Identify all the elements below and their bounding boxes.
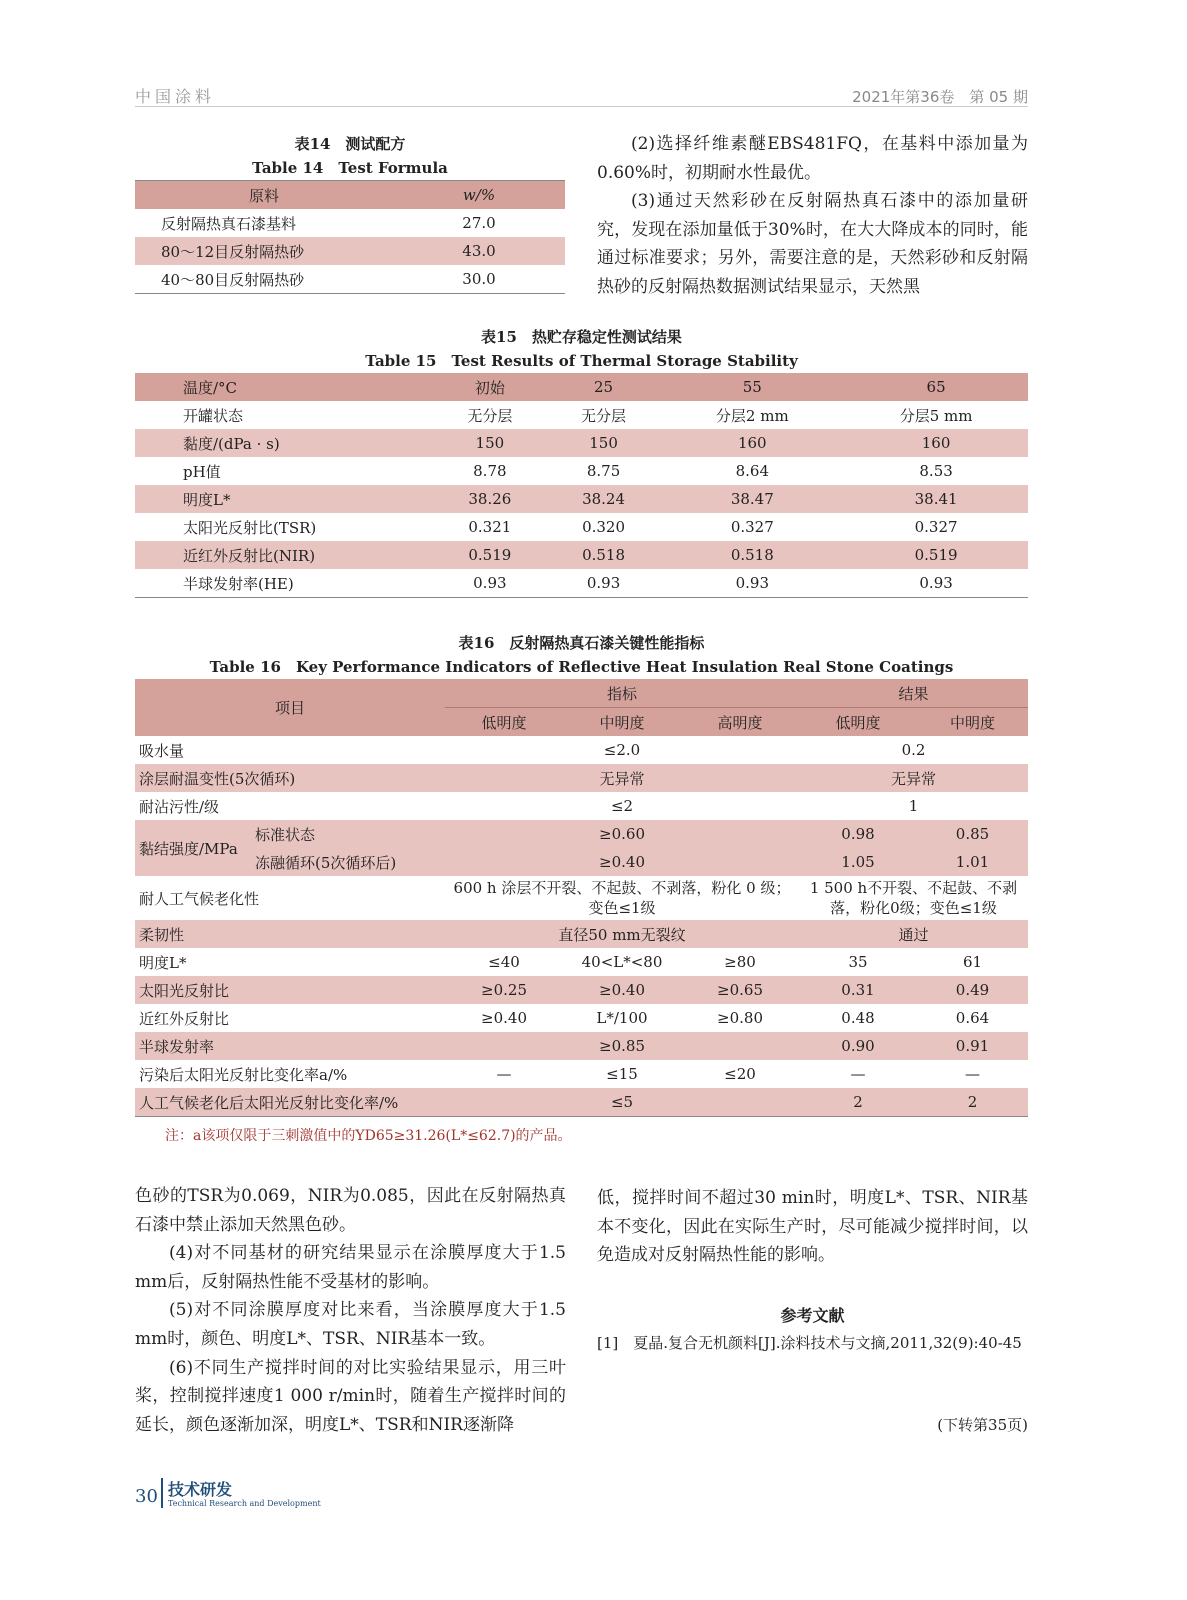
header-cell: 结果 [799, 679, 1028, 708]
table-cell: 8.64 [735, 462, 769, 480]
table14-title-cn: 表14 测试配方 [294, 135, 406, 153]
header-cell: 原料 [248, 186, 279, 205]
section-name-en: Technical Research and Development [168, 1499, 321, 1508]
table-cell: 30.0 [462, 270, 496, 288]
table-cell: 80～12目反射隔热砂 [161, 242, 305, 261]
header-cell: 55 [742, 378, 762, 396]
table-row [135, 1032, 1028, 1060]
table-cell: ≥0.40 [599, 981, 645, 999]
header-cell: 项目 [274, 699, 305, 717]
table-cell: 0.2 [901, 741, 926, 759]
table-cell: ≤2.0 [603, 741, 641, 759]
table-cell: 无异常 [890, 769, 936, 788]
table-cell: 40～80目反射隔热砂 [161, 270, 305, 289]
table-row [135, 569, 1028, 598]
table-row [135, 948, 1028, 976]
table-row [135, 541, 1028, 569]
table15-title-en: Table 15 Test Results of Thermal Storage Stability [365, 352, 798, 370]
table14 [135, 180, 565, 294]
table16 [135, 679, 1028, 1117]
table-cell: 38.24 [582, 490, 626, 508]
table-cell: 太阳光反射比(TSR) [183, 518, 317, 537]
table-cell: 耐人工气候老化性 [139, 889, 260, 908]
table-cell: 开罐状态 [183, 406, 244, 425]
table-cell: 43.0 [462, 242, 496, 260]
paragraph: (5)对不同涂膜厚度对比来看，当涂膜厚度大于1.5 mm时，颜色、明度L*、TSR、NIR基本一致。 [135, 1300, 566, 1349]
table-row [135, 820, 1028, 848]
header-divider [135, 106, 1028, 107]
table-cell: 0.90 [841, 1037, 875, 1055]
table15-title-cn: 表15 热贮存稳定性测试结果 [481, 328, 682, 346]
table-cell: 27.0 [462, 214, 496, 232]
table-row [135, 457, 1028, 485]
table-cell: 0.518 [730, 546, 774, 564]
table-cell: 61 [962, 953, 983, 971]
table-cell: ≤40 [488, 953, 520, 971]
table-cell: 0.93 [919, 574, 953, 592]
right-top-text [597, 130, 1028, 302]
table-cell: — [496, 1065, 512, 1083]
table-cell: ≤2 [610, 797, 634, 815]
table-cell: 1 500 h不开裂、不起鼓、不剥落，粉化0级；变色≤1级 [809, 879, 1018, 917]
table-cell: 38.26 [468, 490, 512, 508]
table-row [135, 764, 1028, 792]
table-cell: 通过 [898, 925, 929, 944]
table16-title-en: Table 16 Key Performance Indicators of Reflective Heat Insulation Real Stone Coatings [209, 658, 954, 676]
table-cell: 160 [921, 434, 951, 452]
table-cell: 0.320 [582, 518, 626, 536]
table-cell: 标准状态 [255, 825, 316, 844]
table16-note: 注：a该项仅限于三刺激值中的YD65≥31.26(L*≤62.7)的产品。 [165, 1128, 572, 1144]
table-cell: 1 [908, 797, 919, 815]
table15 [135, 373, 1028, 598]
table-cell: ≥0.85 [599, 1037, 645, 1055]
table-cell: 0.98 [841, 825, 875, 843]
table-cell: pH值 [183, 462, 221, 481]
table16-block [135, 631, 1028, 1117]
table-row [135, 876, 1028, 920]
table-cell: L*/100 [596, 1009, 648, 1027]
footer-divider [161, 1478, 163, 1508]
table-cell: 0.31 [841, 981, 875, 999]
table-cell: 0.91 [955, 1037, 990, 1055]
table-cell: ≤15 [606, 1065, 638, 1083]
header-cell: 低明度 [481, 713, 527, 732]
table-row [135, 265, 565, 294]
table16-title-cn: 表16 反射隔热真石漆关键性能指标 [458, 634, 705, 652]
table-cell: 明度L* [183, 490, 231, 509]
paragraph: (4)对不同基材的研究结果显示在涂膜厚度大于1.5 mm后，反射隔热性能不受基材的影响。 [135, 1243, 566, 1292]
table-cell: ≤20 [724, 1065, 756, 1083]
table-cell: 无分层 [581, 406, 627, 425]
table15-block [135, 325, 1028, 598]
table-cell: 半球发射率 [139, 1037, 215, 1056]
table-cell: 冻融循环(5次循环后) [255, 853, 397, 872]
table-cell: 0.64 [955, 1009, 990, 1027]
table-cell: 太阳光反射比 [139, 981, 230, 1000]
table-cell: 150 [475, 434, 505, 452]
table-cell: ≥0.25 [481, 981, 527, 999]
table-cell: 黏度/(dPa · s) [183, 434, 280, 453]
table-cell: ≥0.80 [717, 1009, 763, 1027]
table-cell: 0.518 [582, 546, 626, 564]
references-title: 参考文献 [780, 1306, 845, 1325]
table-row [135, 848, 1028, 876]
paragraph: (2)选择纤维素醚EBS481FQ，在基料中添加量为0.60%时，初期耐水性最优。 [597, 134, 1028, 183]
issue-info: 2021年第36卷 第 05 期 [852, 88, 1028, 106]
table-cell: 人工气候老化后太阳光反射比变化率/% [139, 1093, 399, 1112]
table-cell: ≥0.40 [599, 853, 645, 871]
table-cell: 耐沾污性/级 [139, 797, 220, 816]
table-cell: 2 [853, 1093, 863, 1111]
right-bottom-text: 低，搅拌时间不超过30 min时，明度L*、TSR、NIR基本不变化，因此在实际生产时，尽可能减少搅拌时间，以免造成对反射隔热性能的影响。 [597, 1188, 1028, 1266]
table15-header-row [135, 373, 1028, 401]
table-cell: 0.48 [841, 1009, 875, 1027]
table-row [135, 513, 1028, 541]
table-row [135, 792, 1028, 820]
header-cell: 25 [594, 378, 614, 396]
paragraph: (6)不同生产搅拌时间的对比实验结果显示，用三叶桨，控制搅拌速度1 000 r/min时，随着生产搅拌时间的延长，颜色逐渐加深，明度L*、TSR和NIR逐渐降 [135, 1357, 566, 1435]
table-cell: 涂层耐温变性(5次循环) [139, 769, 296, 788]
table-cell: 反射隔热真石漆基料 [161, 214, 297, 233]
table-cell: 160 [737, 434, 767, 452]
continued-note: (下转第35页) [937, 1416, 1028, 1434]
table-cell: ≥0.40 [481, 1009, 527, 1027]
header-cell: 高明度 [717, 713, 763, 732]
header-cell: 65 [926, 378, 946, 396]
table-cell: 0.321 [468, 518, 512, 536]
table14-block [135, 132, 565, 294]
header-cell: 初始 [474, 378, 505, 397]
table-cell: 0.49 [955, 981, 990, 999]
table-cell: 0.519 [468, 546, 512, 564]
table-cell: 黏结强度/MPa [139, 839, 238, 858]
header-cell: 温度/°C [183, 378, 238, 397]
left-bottom-text [135, 1182, 566, 1439]
header-cell: 中明度 [949, 713, 995, 732]
table-cell: 直径50 mm无裂纹 [558, 925, 686, 944]
table-cell: 分层5 mm [899, 406, 973, 425]
table-cell: 吸水量 [139, 741, 185, 760]
table-row [135, 209, 565, 237]
table-row [135, 429, 1028, 457]
table14-header-row [135, 181, 565, 210]
table-row [135, 1004, 1028, 1032]
header-cell: 指标 [445, 679, 799, 708]
table-row [135, 1060, 1028, 1088]
table-cell: 38.47 [730, 490, 774, 508]
table-cell: 1.01 [955, 853, 990, 871]
table-cell: 0.93 [586, 574, 621, 592]
table-cell: 40<L*<80 [581, 953, 663, 971]
table-cell: 8.75 [586, 462, 621, 480]
table-cell: 无异常 [599, 769, 645, 788]
table14-title-en: Table 14 Test Formula [252, 159, 448, 177]
table-cell: 1.05 [841, 853, 875, 871]
table-cell: 0.93 [473, 574, 507, 592]
table-cell: — [850, 1065, 866, 1083]
table-row [135, 401, 1028, 429]
table-cell: 600 h 涂层不开裂、不起鼓、不剥落，粉化 0 级；变色≤1级 [453, 879, 791, 917]
table-cell: 8.78 [473, 462, 507, 480]
journal-name: 中国涂料 [135, 87, 216, 106]
table-cell: 污染后太阳光反射比变化率a/% [139, 1065, 348, 1084]
table-cell: 明度L* [139, 953, 187, 972]
table-row [135, 920, 1028, 948]
table-row [135, 736, 1028, 764]
table-cell: 0.327 [730, 518, 774, 536]
table-cell: 近红外反射比 [139, 1009, 230, 1028]
table-cell: 38.41 [914, 490, 958, 508]
header-cell: 低明度 [835, 713, 881, 732]
table16-header-row [135, 679, 1028, 708]
table-cell: 2 [967, 1093, 978, 1111]
paragraph: 色砂的TSR为0.069，NIR为0.085，因此在反射隔热真石漆中禁止添加天然黑色砂。 [135, 1186, 566, 1235]
section-name-cn: 技术研发 [168, 1480, 233, 1499]
table-row [135, 237, 565, 265]
table-cell: 0.327 [914, 518, 958, 536]
table-cell: 无分层 [467, 406, 513, 425]
table-row [135, 485, 1028, 513]
table-cell: ≥80 [724, 953, 756, 971]
table-cell: ≤5 [610, 1093, 634, 1111]
header-cell: 中明度 [599, 713, 645, 732]
table-row [135, 976, 1028, 1004]
table-cell: 0.519 [914, 546, 958, 564]
header-cell: w/% [462, 186, 496, 204]
page-number: 30 [135, 1486, 158, 1507]
table-row [135, 1088, 1028, 1117]
table-cell: 柔韧性 [139, 925, 185, 944]
table-cell: 35 [848, 953, 868, 971]
table-cell: 8.53 [919, 462, 953, 480]
reference-item: [1] 夏晶.复合无机颜料[J].涂料技术与文摘,2011,32(9):40-45 [597, 1334, 1022, 1352]
table-cell: 分层2 mm [715, 406, 789, 425]
table-cell: 近红外反射比(NIR) [183, 546, 316, 565]
table-cell: ≥0.60 [599, 825, 645, 843]
paragraph: (3)通过天然彩砂在反射隔热真石漆中的添加量研究，发现在添加量低于30%时，在大大降成本的同时，能通过标准要求；另外，需要注意的是，天然彩砂和反射隔热砂的反射隔热数据测试结果显示，天然黑 [597, 191, 1028, 297]
table-cell: 150 [589, 434, 618, 452]
table-cell: 0.85 [955, 825, 990, 843]
table-cell: — [965, 1065, 980, 1083]
table-cell: 0.93 [735, 574, 769, 592]
table-cell: ≥0.65 [717, 981, 763, 999]
table-cell: 半球发射率(HE) [183, 574, 294, 593]
